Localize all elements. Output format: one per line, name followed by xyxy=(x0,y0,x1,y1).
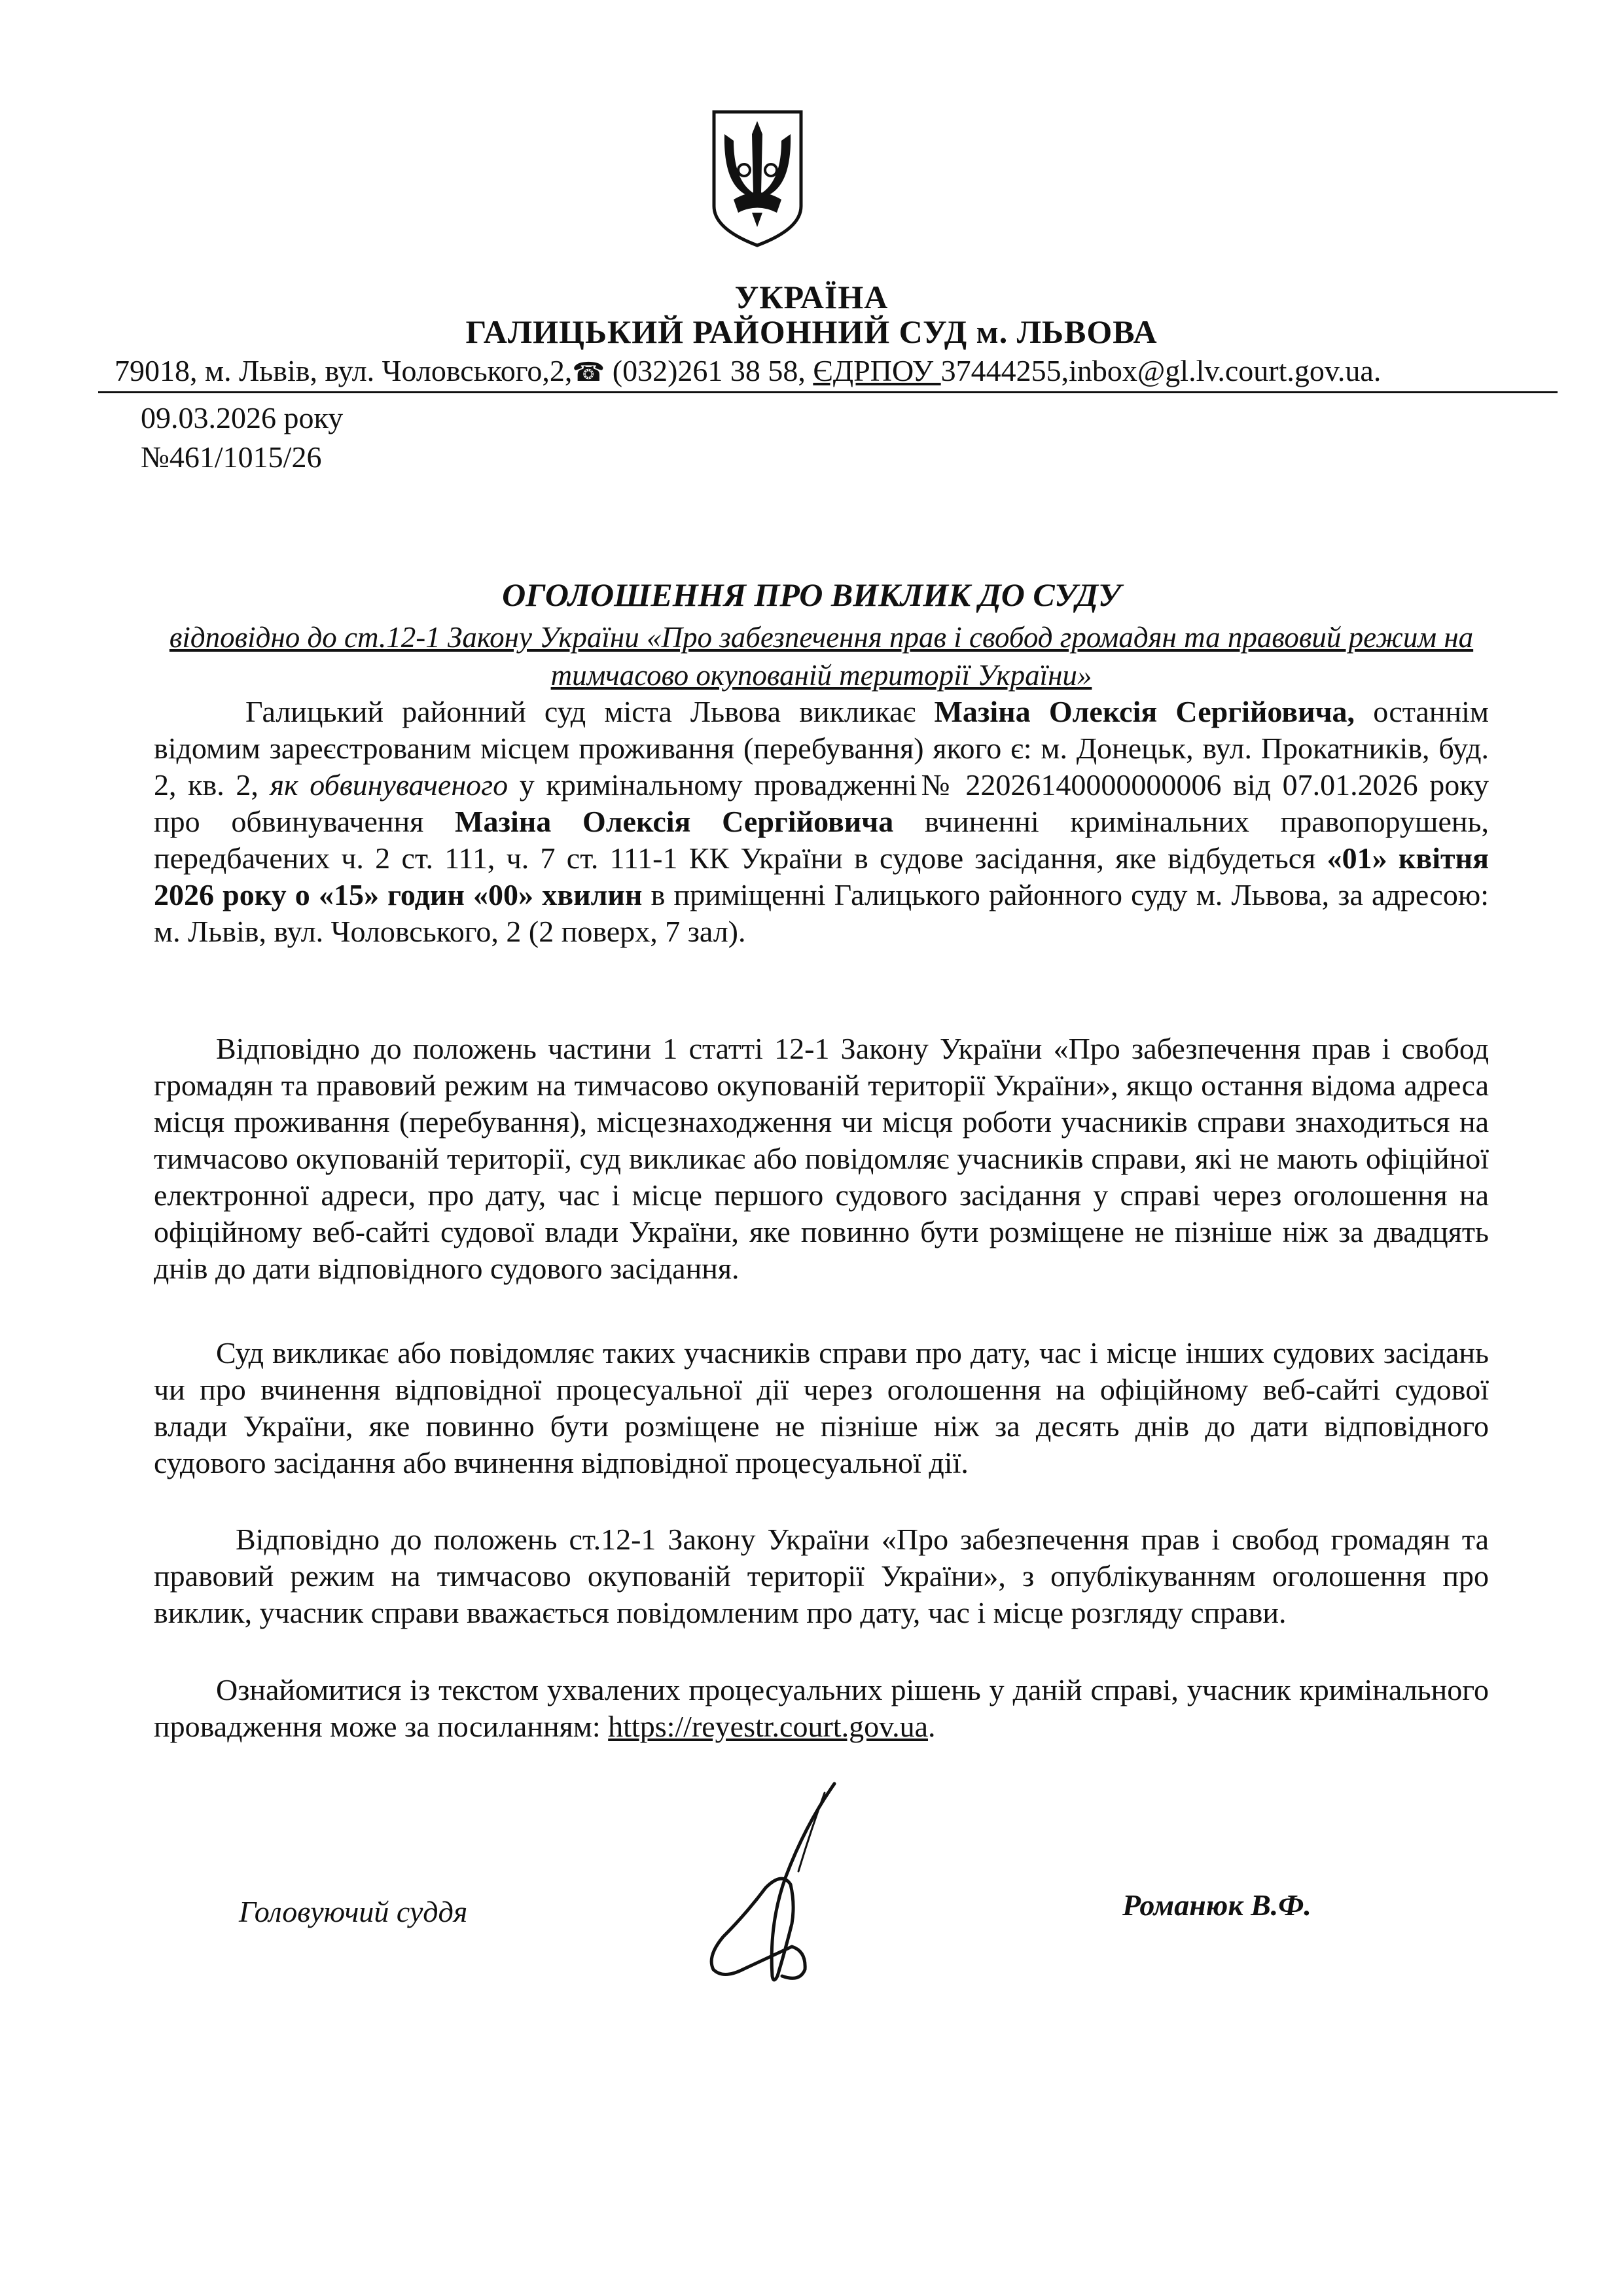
p5-end: . xyxy=(928,1710,936,1743)
p1-text-c: у кримінальному провадженні№ 22026140000000006 від 07.01.2026 року про обвинувачення xyxy=(154,768,1489,838)
coat-of-arms-icon xyxy=(710,108,805,249)
p1-text-a: Галицький районний суд міста Львова викликає xyxy=(245,695,935,728)
case-number: №461/1015/26 xyxy=(141,440,322,474)
announcement-title: ОГОЛОШЕННЯ ПРО ВИКЛИК ДО СУДУ xyxy=(502,576,1121,613)
registry-link[interactable]: https://reyestr.court.gov.ua xyxy=(608,1710,929,1743)
paragraph-law-other-hearings: Суд викликає або повідомляє таких учасників справи про дату, час і місце інших судових засідань чи про вчинення відповідної процесуальної дії через оголошення на офіційному веб-сайті судової влади України, яке повинно бути розміщене не пізніше ніж за десять днів до дати відповідного судового засідання або вчинення відповідної процесуальної дії. xyxy=(154,1336,1489,1479)
handwritten-signature xyxy=(694,1780,851,1989)
signer-role: Головуючий суддя xyxy=(239,1895,468,1928)
paragraph-summons xyxy=(154,694,1489,950)
header-court-name: ГАЛИЦЬКИЙ РАЙОННИЙ СУД м. ЛЬВОВА xyxy=(465,313,1158,350)
announcement-subtitle: відповідно до ст.12-1 Закону України «Про забезпечення прав і свобод громадян та правовий режим на тимчасово окупованій території України» xyxy=(169,621,1474,692)
phone-number: (032)261 38 58, xyxy=(605,354,813,387)
p1-text-b: останнім відомим зареєстрованим місцем проживання (перебування) якого є: м. Донецьк, вул. Прокатників, буд. 2, кв. 2, xyxy=(154,695,1489,802)
p1-text-e: в приміщенні Галицького районного суду м. Львова, за адресою: м. Львів, вул. Чоловського, 2 (2 поверх, 7 зал). xyxy=(154,878,1489,948)
paragraph-notification: Відповідно до положень ст.12-1 Закону України «Про забезпечення прав і свобод громадян та правовий режим на тимчасово окупованій території України», з опублікуванням оголошення про виклик, учасник справи вважається повідомленим про дату, час і місце розгляду справи. xyxy=(154,1523,1489,1629)
contacts-text: 37444255,inbox@gl.lv.court.gov.ua. xyxy=(940,354,1382,387)
document-date: 09.03.2026 року xyxy=(141,401,344,434)
defendant-name: Мазіна Олексія Сергійовича, xyxy=(934,695,1355,728)
address-text: 79018, м. Львів, вул. Чоловського,2, xyxy=(115,354,573,387)
header-country: УКРАЇНА xyxy=(734,279,889,315)
defendant-name-2: Мазіна Олексія Сергійовича xyxy=(455,805,894,838)
hearing-datetime: «01» квітня 2026 року о «15» годин «00» хвилин xyxy=(154,841,1489,911)
paragraph-registry xyxy=(154,1672,1489,1745)
defendant-role: як обвинуваченого xyxy=(270,768,508,802)
paragraph-law-first-hearing: Відповідно до положень частини 1 статті 12-1 Закону України «Про забезпечення прав і свобод громадян та правовий режим на тимчасово окупованій території України», якщо остання відома адреса місця проживання (перебування), місцезнаходження чи місця роботи учасників справи знаходиться на тимчасово окупованій території, суд викликає або повідомляє учасників справи, які не мають офіційної електронної адреси, про дату, час і місце першого судового засідання у справі через оголошення на офіційному веб-сайті судової влади України, яке повинно бути розміщене не пізніше ніж за двадцять днів до дати відповідного судового засідання. xyxy=(154,1032,1489,1285)
header-divider xyxy=(98,391,1558,393)
edrpou-label: ЄДРПОУ xyxy=(813,354,941,387)
p1-text-d: вчиненні кримінальних правопорушень, передбачених ч. 2 ст. 111, ч. 7 ст. 111-1 КК України в судове засідання, яке відбудеться xyxy=(154,805,1489,875)
p5-text: Ознайомитися із текстом ухвалених процесуальних рішень у даній справі, учасник кримінального провадження може за посиланням: xyxy=(154,1673,1489,1743)
header-address-line xyxy=(115,353,1554,388)
phone-icon: ☎ xyxy=(572,357,605,387)
judge-name: Романюк В.Ф. xyxy=(1122,1888,1311,1922)
